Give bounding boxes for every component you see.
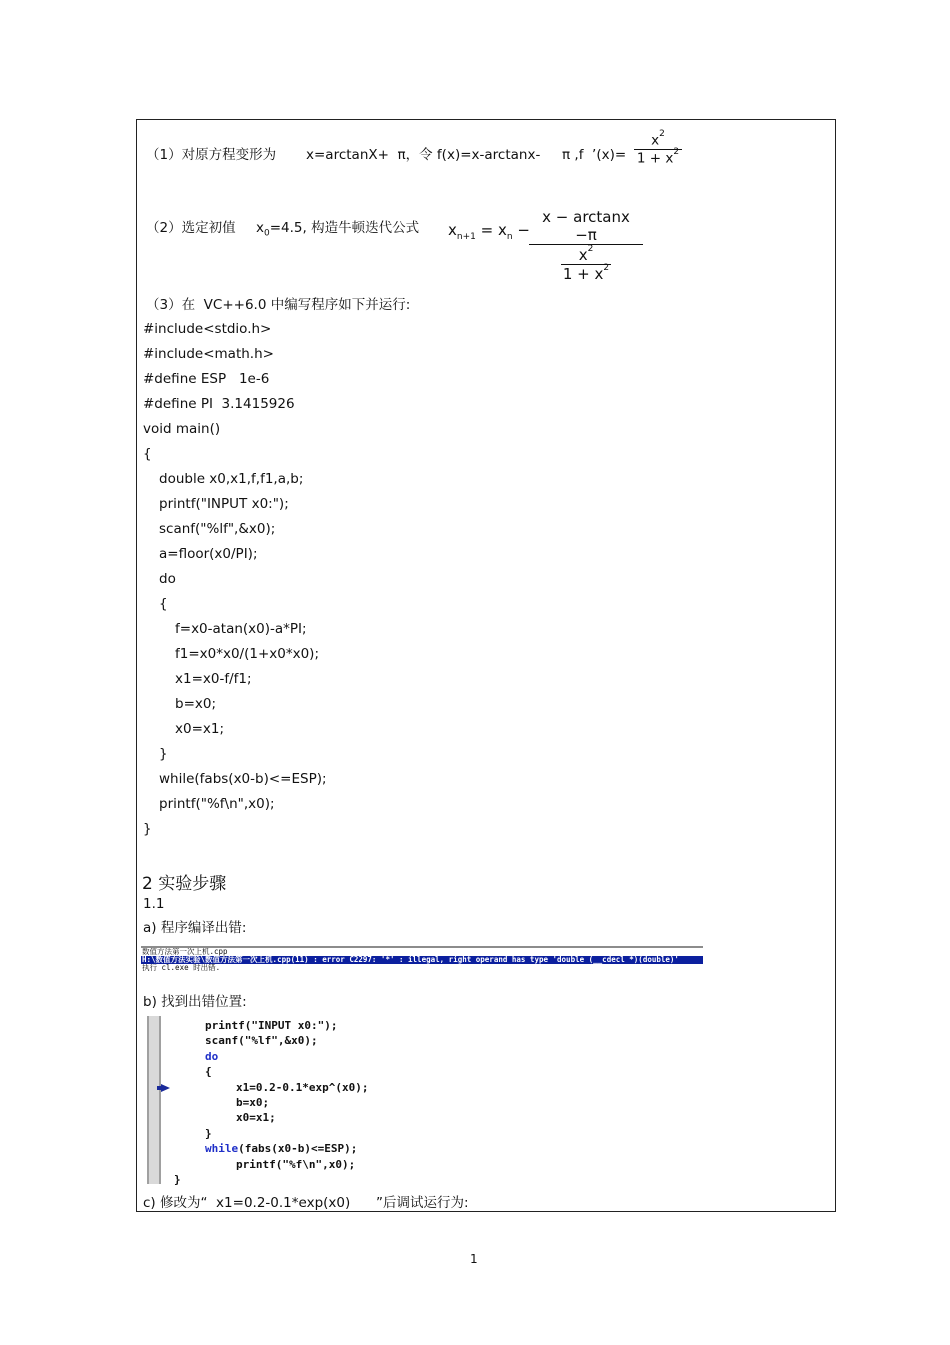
compile-error-output — [141, 946, 703, 980]
code-line: { — [143, 446, 152, 462]
code-line: void main() — [143, 421, 221, 437]
editor-code-line: printf("INPUT x0:"); — [205, 1019, 338, 1032]
step1-label: （1）对原方程变形为 — [146, 147, 277, 163]
code-line: do — [159, 571, 176, 587]
code-line: #define PI 3.1415926 — [143, 396, 295, 412]
editor-code-screenshot — [143, 1016, 405, 1184]
code-line: b=x0; — [175, 696, 217, 712]
code-line: #define ESP 1e-6 — [143, 371, 270, 387]
step-b-label: b) 找到出错位置: — [143, 994, 247, 1010]
subsection-number: 1.1 — [143, 896, 165, 912]
editor-code-line: while(fabs(x0-b)<=ESP); — [205, 1142, 358, 1156]
code-line: } — [143, 821, 152, 837]
code-line: a=floor(x0/PI); — [159, 546, 258, 562]
code-line: while(fabs(x0-b)<=ESP); — [159, 771, 327, 787]
error-arrow-icon — [161, 1084, 170, 1092]
frac-denominator: 1 + x — [636, 150, 674, 166]
code-line: printf("INPUT x0:"); — [159, 496, 289, 512]
editor-code-line: } — [205, 1126, 212, 1140]
code-line: f=x0-atan(x0)-a*PI; — [175, 621, 307, 637]
editor-code-line: printf("%f\n",x0); — [236, 1157, 356, 1171]
error-line-message[interactable]: H:\数值方法实验\数值方法第一次上机.cpp(11) : error C2297: '*' : illegal, right operand has type 'double (__cdecl *)(double)' — [141, 956, 703, 964]
code-line: #include<math.h> — [143, 346, 274, 362]
step3-label: （3）在 VC++6.0 中编写程序如下并运行: — [146, 297, 411, 313]
code-line: f1=x0*x0/(1+x0*x0); — [175, 646, 319, 662]
step1-equation-left: x=arctanX+ π，令 f(x)=x-arctanx- — [306, 147, 541, 163]
newton-numerator: x − arctanx −π — [542, 208, 630, 244]
editor-code-line: b=x0; — [236, 1096, 270, 1109]
step-c-label: c) 修改为“ x1=0.2-0.1*exp(x0) ”后调试运行为: — [143, 1195, 469, 1211]
code-line: } — [159, 746, 168, 762]
editor-code-line: { — [205, 1065, 212, 1079]
keyword-token: while — [205, 1142, 239, 1156]
code-line: scanf("%lf",&x0); — [159, 521, 276, 537]
frac-numerator: x — [651, 132, 660, 149]
code-line: { — [159, 596, 168, 612]
code-line: #include<stdio.h> — [143, 321, 272, 337]
newton-inner-fraction: $\frac{x^2}{1 + x^2}$ — [562, 244, 610, 283]
step-a-label: a) 程序编译出错: — [143, 920, 247, 936]
code-line: x0=x1; — [175, 721, 225, 737]
error-line-status: 执行 cl.exe 时出错. — [142, 964, 221, 972]
step2-label: （2）选定初值 — [146, 220, 236, 236]
newton-formula-fraction — [529, 208, 643, 283]
editor-code-line: x1=0.2-0.1*exp^(x0); — [236, 1080, 369, 1094]
code-line: printf("%f\n",x0); — [159, 796, 275, 812]
code-line: double x0,x1,f,f1,a,b; — [159, 471, 304, 487]
editor-code-line: x0=x1; — [236, 1111, 276, 1125]
editor-code-line: } — [174, 1173, 181, 1186]
error-line-file: 数值方法第一次上机.cpp — [142, 948, 228, 956]
step2-initial-value: $x_0=4.5$, 构造牛顿迭代公式 — [256, 220, 420, 239]
page-number: 1 — [470, 1252, 478, 1266]
step1-equation-right: π ,f ’(x)= — [562, 147, 627, 163]
step1-derivative-fraction: $\frac{x^2}{1 + x^2}$ — [634, 132, 682, 166]
section-heading: 2 实验步骤 — [142, 874, 227, 894]
code-line: x1=x0-f/f1; — [175, 671, 252, 687]
newton-formula-lhs: $x_{n+1} = x_n$ − — [448, 221, 530, 242]
editor-gutter — [147, 1016, 161, 1184]
editor-code-line: scanf("%lf",&x0); — [205, 1034, 318, 1048]
editor-code-line: do — [205, 1049, 219, 1063]
